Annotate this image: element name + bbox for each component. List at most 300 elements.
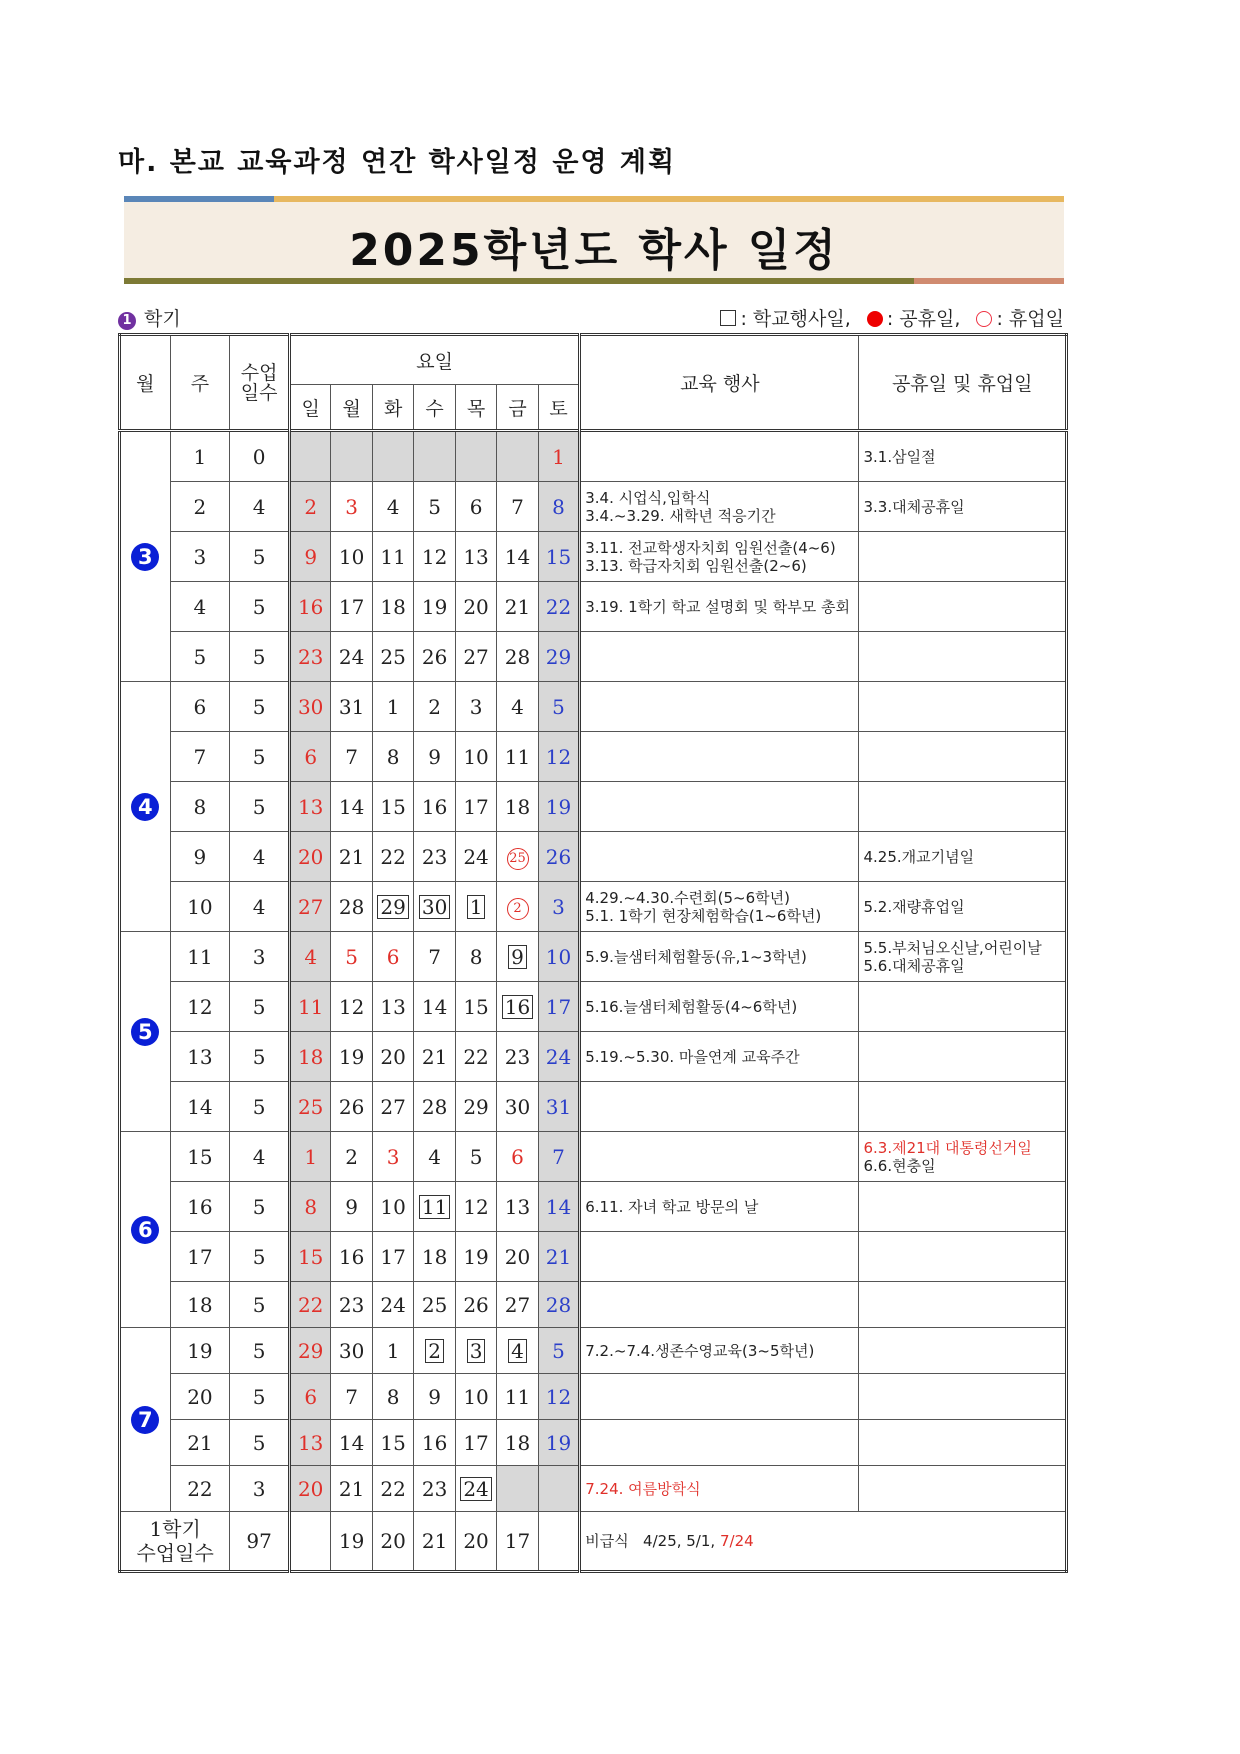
day-number: 23	[338, 1292, 365, 1317]
day-cell	[455, 482, 496, 532]
day-cell	[289, 732, 330, 782]
day-cell	[414, 482, 455, 532]
week-number: 22	[170, 1466, 230, 1512]
week-number: 14	[170, 1082, 230, 1132]
week-number: 2	[170, 482, 230, 532]
month-badge: 3	[131, 543, 159, 571]
holiday-cell	[859, 982, 1067, 1032]
week-row	[120, 1282, 1067, 1328]
day-cell	[289, 532, 330, 582]
week-number: 16	[170, 1182, 230, 1232]
holiday-cell	[859, 682, 1067, 732]
day-cell	[455, 632, 496, 682]
holiday-cell	[859, 1374, 1067, 1420]
day-number: 27	[380, 1094, 406, 1119]
day-number: 6	[511, 1144, 524, 1169]
weekday-total	[289, 1512, 330, 1572]
day-cell	[414, 632, 455, 682]
class-days-count: 5	[230, 532, 290, 582]
holiday-cell	[859, 1032, 1067, 1082]
day-number: 28	[338, 894, 365, 919]
day-cell	[289, 1182, 330, 1232]
day-number: 8	[304, 1194, 318, 1219]
academic-calendar-table	[118, 333, 1068, 1573]
day-cell	[289, 1082, 330, 1132]
day-number: 8	[469, 944, 483, 969]
day-number: 10	[338, 544, 365, 569]
week-number: 18	[170, 1282, 230, 1328]
day-number: 11	[504, 744, 531, 769]
holiday-cell	[859, 431, 1067, 482]
event-cell	[580, 1132, 859, 1182]
square-icon	[720, 310, 736, 326]
day-cell	[331, 832, 372, 882]
day-cell	[497, 882, 538, 932]
day-cell	[497, 932, 538, 982]
day-cell	[331, 982, 372, 1032]
day-number: 21	[338, 844, 365, 869]
day-number: 11	[380, 544, 406, 569]
event-item: 7.2.~7.4.생존수영교육(3~5학년)	[585, 1341, 815, 1360]
term-label	[118, 304, 181, 331]
day-number: 26	[338, 1094, 365, 1119]
day-cell	[538, 482, 579, 532]
legend-public-holiday: : 공휴일,	[886, 308, 961, 330]
holiday-cell	[859, 1328, 1067, 1374]
week-row	[120, 732, 1067, 782]
day-cell	[455, 1466, 496, 1512]
header-day: 목	[455, 385, 496, 431]
legend	[716, 304, 1064, 331]
day-cell	[455, 1232, 496, 1282]
day-number: 10	[380, 1194, 406, 1219]
month-cell	[120, 431, 171, 682]
day-cell	[538, 732, 579, 782]
day-cell	[289, 932, 330, 982]
week-row	[120, 1466, 1067, 1512]
class-days-count: 5	[230, 682, 290, 732]
event-cell	[580, 1232, 859, 1282]
day-number: 3	[552, 894, 565, 919]
day-number: 18	[380, 594, 406, 619]
day-number: 12	[545, 744, 572, 769]
day-number: 2	[345, 1144, 359, 1169]
day-number: 12	[421, 544, 448, 569]
day-cell	[414, 1032, 455, 1082]
holiday-item: 4.25.개교기념일	[863, 847, 975, 866]
day-number: 5	[428, 494, 441, 519]
class-days-count: 0	[230, 431, 290, 482]
month-cell	[120, 1132, 171, 1328]
day-number: 14	[504, 544, 531, 569]
day-cell	[455, 782, 496, 832]
day-number: 20	[504, 1244, 531, 1269]
day-cell	[331, 1082, 372, 1132]
day-cell	[372, 1374, 413, 1420]
day-number: 6	[304, 744, 318, 769]
week-row	[120, 431, 1067, 482]
day-cell	[538, 1032, 579, 1082]
header-holidays: 공휴일 및 휴업일	[859, 335, 1067, 431]
month-cell	[120, 1328, 171, 1512]
week-row	[120, 782, 1067, 832]
day-number: 26	[463, 1292, 489, 1317]
day-cell	[372, 482, 413, 532]
day-cell	[372, 431, 413, 482]
day-number: 17	[463, 794, 489, 819]
day-number: 25	[297, 1094, 324, 1119]
week-row	[120, 1232, 1067, 1282]
event-item: 3.13. 학급자치회 임원선출(2~6)	[585, 556, 807, 575]
day-number: 5	[552, 1338, 565, 1363]
day-cell	[331, 1374, 372, 1420]
day-cell	[289, 632, 330, 682]
day-cell	[289, 1132, 330, 1182]
day-number: 15	[545, 544, 572, 569]
week-row	[120, 982, 1067, 1032]
header-day: 일	[289, 385, 330, 431]
week-number: 10	[170, 882, 230, 932]
holiday-cell	[859, 482, 1067, 532]
week-number: 1	[170, 431, 230, 482]
event-item: 5.1. 1학기 현장체험학습(1~6학년)	[585, 906, 822, 925]
day-number: 10	[463, 1384, 489, 1409]
day-cell	[372, 1032, 413, 1082]
class-days-count: 4	[230, 882, 290, 932]
term-label-text: 학기	[144, 308, 181, 330]
event-cell	[580, 431, 859, 482]
filled-circle-icon	[867, 311, 883, 327]
class-days-count: 5	[230, 1232, 290, 1282]
day-cell	[497, 482, 538, 532]
day-number: 30	[504, 1094, 531, 1119]
header-week: 주	[170, 335, 230, 431]
holiday-cell	[859, 1082, 1067, 1132]
header-day: 토	[538, 385, 579, 431]
day-cell	[331, 582, 372, 632]
day-number: 18	[504, 794, 531, 819]
day-number: 29	[377, 895, 408, 919]
week-row	[120, 1182, 1067, 1232]
day-cell	[455, 1032, 496, 1082]
holiday-item: 5.6.대체공휴일	[863, 956, 965, 975]
header-month: 월	[120, 335, 171, 431]
day-cell	[289, 782, 330, 832]
holiday-cell	[859, 782, 1067, 832]
day-cell	[455, 1132, 496, 1182]
holiday-item: 5.5.부처님오신날,어린이날	[863, 938, 1042, 957]
title-banner	[124, 196, 1064, 284]
day-cell	[497, 782, 538, 832]
week-number: 8	[170, 782, 230, 832]
day-number: 12	[545, 1384, 572, 1409]
day-cell	[372, 932, 413, 982]
event-cell	[580, 1182, 859, 1232]
day-cell	[414, 532, 455, 582]
event-item: 5.9.늘샘터체험활동(유,1~3학년)	[585, 947, 807, 966]
header-day: 월	[331, 385, 372, 431]
day-cell	[497, 1082, 538, 1132]
day-cell	[331, 1282, 372, 1328]
day-cell	[331, 532, 372, 582]
day-cell	[497, 1282, 538, 1328]
day-number: 9	[304, 544, 318, 569]
day-number: 14	[338, 794, 365, 819]
day-number: 18	[504, 1430, 531, 1455]
semester-total-label: 1학기 수업일수	[120, 1512, 230, 1572]
week-number: 11	[170, 932, 230, 982]
event-cell	[580, 732, 859, 782]
holiday-cell	[859, 732, 1067, 782]
class-days-count: 4	[230, 482, 290, 532]
day-number: 21	[545, 1244, 572, 1269]
class-days-count: 5	[230, 1182, 290, 1232]
day-number: 20	[463, 594, 489, 619]
day-number: 31	[338, 694, 365, 719]
event-cell	[580, 1420, 859, 1466]
day-cell	[538, 582, 579, 632]
day-cell	[331, 682, 372, 732]
day-cell	[372, 1466, 413, 1512]
day-cell	[331, 1328, 372, 1374]
day-cell	[497, 431, 538, 482]
day-cell	[497, 632, 538, 682]
day-cell	[414, 932, 455, 982]
week-row	[120, 632, 1067, 682]
day-number: 8	[386, 1384, 400, 1409]
header-class-days	[230, 335, 290, 431]
semester-total-row	[120, 1512, 1067, 1572]
week-number: 15	[170, 1132, 230, 1182]
day-number: 29	[297, 1338, 324, 1363]
day-number: 21	[338, 1476, 365, 1501]
day-number: 3	[386, 1144, 400, 1169]
week-number: 4	[170, 582, 230, 632]
day-number: 1	[467, 895, 486, 919]
class-days-count: 3	[230, 1466, 290, 1512]
day-number: 1	[386, 694, 400, 719]
week-row	[120, 482, 1067, 532]
event-cell	[580, 932, 859, 982]
day-number: 19	[545, 794, 572, 819]
day-number: 6	[304, 1384, 318, 1409]
day-cell	[331, 1466, 372, 1512]
day-number: 22	[380, 1476, 406, 1501]
day-number: 27	[297, 894, 324, 919]
class-days-count: 4	[230, 832, 290, 882]
day-number: 25	[507, 848, 529, 870]
day-number: 7	[345, 1384, 359, 1409]
holiday-cell	[859, 1420, 1067, 1466]
event-cell	[580, 832, 859, 882]
holiday-cell	[859, 882, 1067, 932]
day-cell	[414, 732, 455, 782]
day-cell	[455, 982, 496, 1032]
legend-row	[118, 302, 1066, 332]
day-number: 1	[304, 1144, 318, 1169]
day-number: 14	[338, 1430, 365, 1455]
day-cell	[414, 431, 455, 482]
holiday-cell	[859, 1132, 1067, 1182]
week-number: 5	[170, 632, 230, 682]
class-days-count: 5	[230, 1420, 290, 1466]
day-cell	[538, 932, 579, 982]
day-number: 4	[428, 1144, 441, 1169]
week-row	[120, 1032, 1067, 1082]
day-cell	[414, 1232, 455, 1282]
semester-total-days: 97	[230, 1512, 290, 1572]
holiday-cell	[859, 582, 1067, 632]
day-cell	[538, 1374, 579, 1420]
term-number-badge: 1	[118, 312, 136, 330]
day-number: 13	[297, 794, 324, 819]
day-cell	[331, 1420, 372, 1466]
day-cell	[538, 1232, 579, 1282]
day-cell	[497, 1132, 538, 1182]
day-cell	[497, 1328, 538, 1374]
day-cell	[455, 932, 496, 982]
day-cell	[497, 532, 538, 582]
day-number: 24	[460, 1477, 491, 1501]
day-cell	[414, 682, 455, 732]
day-number: 17	[463, 1430, 489, 1455]
day-cell	[372, 1082, 413, 1132]
day-cell	[455, 1282, 496, 1328]
weekday-total: 17	[497, 1512, 538, 1572]
week-number: 9	[170, 832, 230, 882]
day-cell	[455, 431, 496, 482]
day-cell	[372, 782, 413, 832]
day-number: 4	[304, 944, 318, 969]
day-number: 17	[380, 1244, 406, 1269]
day-number: 10	[545, 944, 572, 969]
day-number: 23	[504, 1044, 531, 1069]
week-number: 19	[170, 1328, 230, 1374]
week-number: 13	[170, 1032, 230, 1082]
day-cell	[414, 1082, 455, 1132]
class-days-count: 5	[230, 1032, 290, 1082]
week-row	[120, 932, 1067, 982]
day-cell	[372, 532, 413, 582]
week-number: 7	[170, 732, 230, 782]
event-item: 3.11. 전교학생자치회 임원선출(4~6)	[585, 538, 836, 557]
banner-top-bar	[124, 196, 1064, 202]
month-badge: 7	[131, 1406, 159, 1434]
day-cell	[289, 832, 330, 882]
day-number: 13	[380, 994, 406, 1019]
class-days-count: 5	[230, 1374, 290, 1420]
holiday-cell	[859, 1182, 1067, 1232]
day-number: 23	[421, 844, 448, 869]
day-number: 15	[297, 1244, 324, 1269]
holiday-item: 5.2.재량휴업일	[863, 897, 965, 916]
day-cell	[497, 982, 538, 1032]
day-number: 10	[463, 744, 489, 769]
day-number: 13	[504, 1194, 531, 1219]
day-number: 2	[304, 494, 318, 519]
day-number: 17	[338, 594, 365, 619]
event-cell	[580, 1328, 859, 1374]
week-number: 6	[170, 682, 230, 732]
event-cell	[580, 1466, 859, 1512]
class-days-count: 5	[230, 982, 290, 1032]
day-number: 7	[345, 744, 359, 769]
day-number: 22	[297, 1292, 324, 1317]
week-number: 3	[170, 532, 230, 582]
day-cell	[289, 482, 330, 532]
day-number: 16	[502, 995, 533, 1019]
week-row	[120, 682, 1067, 732]
day-cell	[414, 582, 455, 632]
day-cell	[455, 1374, 496, 1420]
day-cell	[372, 882, 413, 932]
holiday-item: 6.6.현충일	[863, 1156, 936, 1175]
day-cell	[414, 982, 455, 1032]
day-cell	[538, 431, 579, 482]
week-row	[120, 1132, 1067, 1182]
class-days-count: 5	[230, 582, 290, 632]
day-number: 5	[469, 1144, 483, 1169]
weekday-total: 19	[331, 1512, 372, 1572]
day-cell	[455, 1328, 496, 1374]
day-number: 4	[386, 494, 400, 519]
day-cell	[372, 1232, 413, 1282]
day-cell	[455, 532, 496, 582]
month-cell	[120, 932, 171, 1132]
day-number: 23	[297, 644, 324, 669]
day-cell	[455, 582, 496, 632]
holiday-item: 3.1.삼일절	[863, 447, 936, 466]
weekday-total	[538, 1512, 579, 1572]
class-days-count: 5	[230, 1328, 290, 1374]
day-number: 2	[428, 694, 441, 719]
day-cell	[414, 1282, 455, 1328]
week-row	[120, 1082, 1067, 1132]
holiday-cell	[859, 532, 1067, 582]
class-days-count: 5	[230, 782, 290, 832]
month-badge: 4	[131, 793, 159, 821]
day-cell	[289, 1420, 330, 1466]
day-number: 6	[386, 944, 400, 969]
class-days-count: 4	[230, 1132, 290, 1182]
event-cell	[580, 582, 859, 632]
legend-closure-day: : 휴업일	[996, 308, 1064, 330]
day-number: 4	[511, 694, 524, 719]
day-cell	[497, 832, 538, 882]
day-number: 30	[338, 1338, 365, 1363]
day-number: 24	[380, 1292, 406, 1317]
day-number: 31	[545, 1094, 572, 1119]
day-number: 6	[469, 494, 483, 519]
week-number: 20	[170, 1374, 230, 1420]
header-day: 금	[497, 385, 538, 431]
day-cell	[372, 632, 413, 682]
day-cell	[414, 832, 455, 882]
day-number: 19	[463, 1244, 489, 1269]
week-number: 17	[170, 1232, 230, 1282]
event-cell	[580, 782, 859, 832]
class-days-count: 5	[230, 1082, 290, 1132]
week-row	[120, 1420, 1067, 1466]
day-cell	[538, 1282, 579, 1328]
day-number: 26	[545, 844, 572, 869]
day-number: 16	[297, 594, 324, 619]
day-cell	[331, 882, 372, 932]
event-cell	[580, 682, 859, 732]
event-cell	[580, 1032, 859, 1082]
weekday-total: 21	[414, 1512, 455, 1572]
day-cell	[455, 832, 496, 882]
